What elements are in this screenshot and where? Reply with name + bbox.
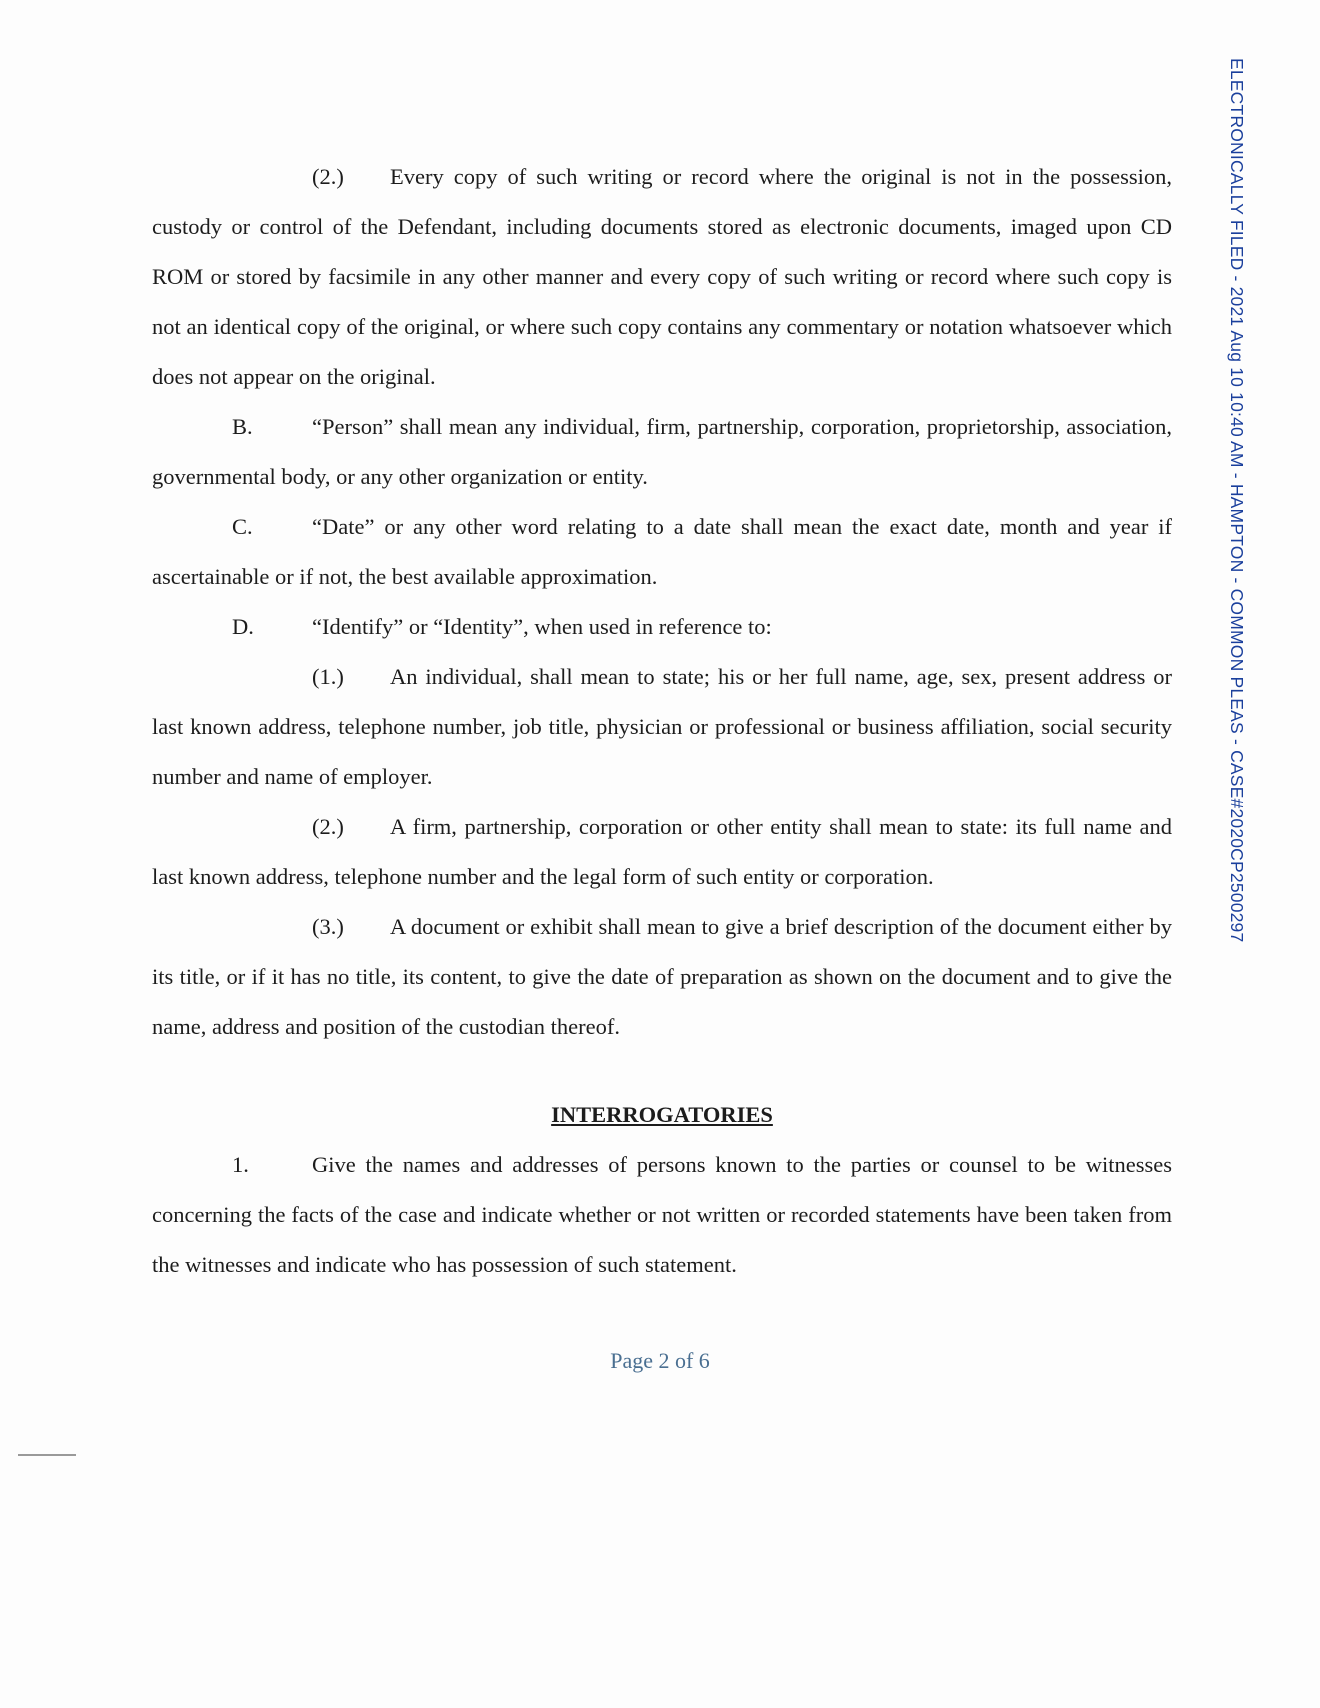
document-body bbox=[152, 152, 1172, 1290]
paragraph-text: “Identify” or “Identity”, when used in reference to: bbox=[312, 614, 772, 639]
paragraph-marker: D. bbox=[232, 614, 254, 639]
paragraph-text: A document or exhibit shall mean to give a brief description of the document either by its title, or if it has no title, its content, to give the date of preparation as shown on the document and to give the name, address and position of the custodian thereof. bbox=[152, 914, 1172, 1039]
paragraph-text: “Person” shall mean any individual, firm, partnership, corporation, proprietorship, association, governmental body, or any other organization or entity. bbox=[152, 414, 1172, 489]
paragraph-text: An individual, shall mean to state; his or her full name, age, sex, present address or last known address, telephone number, job title, physician or professional or business affiliation, social security number and name of employer. bbox=[152, 664, 1172, 789]
definition-paragraph bbox=[152, 652, 1172, 802]
paragraph-text: A firm, partnership, corporation or other entity shall mean to state: its full name and last known address, telephone number and the legal form of such entity or corporation. bbox=[152, 814, 1172, 889]
paragraph-marker: (1.) bbox=[312, 664, 344, 689]
scan-artifact-line bbox=[18, 1454, 76, 1456]
paragraph-marker: (2.) bbox=[312, 814, 344, 839]
electronic-filing-stamp: ELECTRONICALLY FILED - 2021 Aug 10 10:40 AM - HAMPTON - COMMON PLEAS - CASE#2020CP2500297 bbox=[1227, 58, 1247, 943]
definition-paragraph bbox=[152, 402, 1172, 502]
page-number-footer: Page 2 of 6 bbox=[610, 1348, 710, 1373]
paragraph-marker: (3.) bbox=[312, 914, 344, 939]
definition-paragraph bbox=[152, 902, 1172, 1052]
paragraph-text: “Date” or any other word relating to a date shall mean the exact date, month and year if ascertainable or if not, the best available approximation. bbox=[152, 514, 1172, 589]
paragraph-marker: C. bbox=[232, 514, 253, 539]
interrogatory-paragraph bbox=[152, 1140, 1172, 1290]
definition-paragraph bbox=[152, 802, 1172, 902]
definition-paragraph bbox=[152, 502, 1172, 602]
paragraph-marker: (2.) bbox=[312, 164, 344, 189]
interrogatory-text: Give the names and addresses of persons known to the parties or counsel to be witnesses concerning the facts of the case and indicate whether or not written or recorded statements have been taken from the witnesses and indicate who has possession of such statement. bbox=[152, 1152, 1172, 1277]
definition-paragraph bbox=[152, 152, 1172, 402]
interrogatory-number: 1. bbox=[232, 1152, 249, 1177]
paragraph-marker: B. bbox=[232, 414, 253, 439]
section-heading: INTERROGATORIES bbox=[551, 1102, 773, 1127]
paragraph-text: Every copy of such writing or record where the original is not in the possession, custody or control of the Defendant, including documents stored as electronic documents, imaged upon CD ROM or stored by facsimile in any other manner and every copy of such writing or record where such copy is not an identical copy of the original, or where such copy contains any commentary or notation whatsoever which does not appear on the original. bbox=[152, 164, 1172, 389]
definition-paragraph bbox=[152, 602, 1172, 652]
